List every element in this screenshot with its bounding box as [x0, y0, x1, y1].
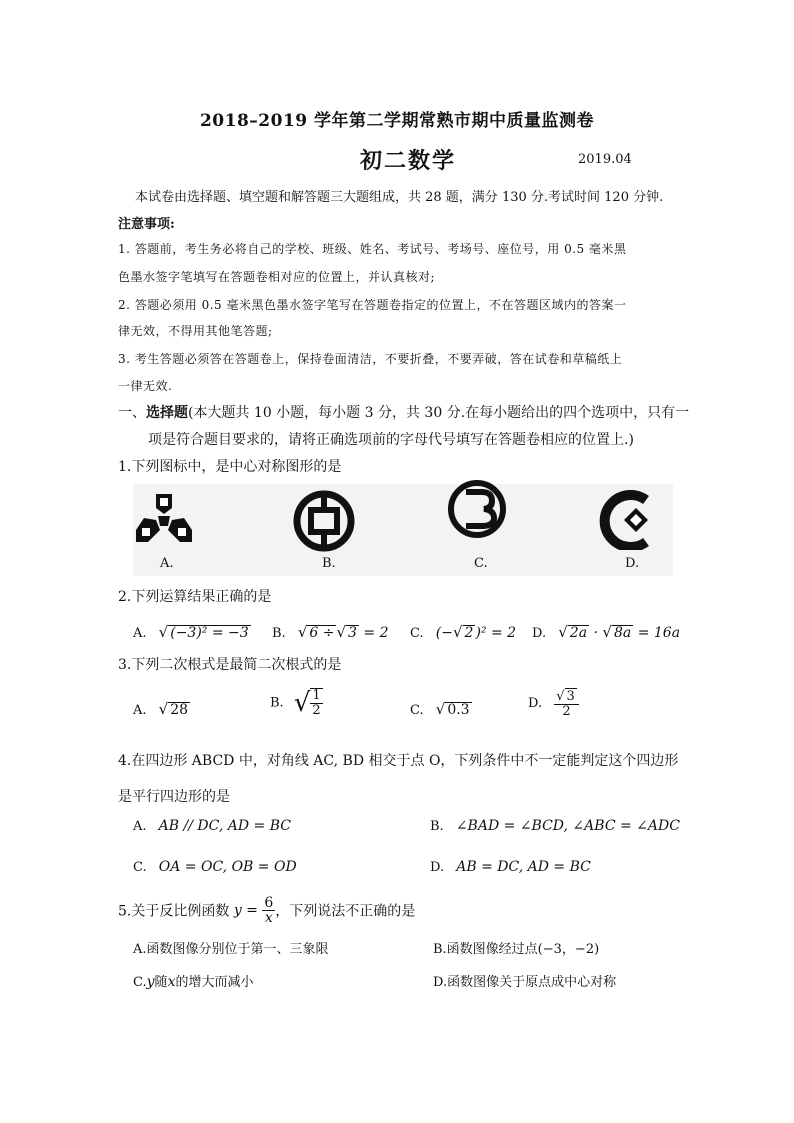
q5-fraction: $\frac{6}{x}$ — [264, 895, 274, 926]
section-name: 选择题 — [146, 405, 188, 421]
q4-stem-line1: 4.在四边形 ABCD 中，对角线 AC, BD 相交于点 O，下列条件中不一定能判定这个四边形 — [118, 753, 679, 769]
exam-date: 2019.04 — [578, 152, 632, 167]
q2-option-b-label: B. — [272, 626, 286, 641]
q2-b-radicand2: 3 — [348, 625, 357, 641]
q1-option-c-icon — [446, 478, 508, 540]
q1-option-a-label: A. — [160, 556, 174, 571]
q3-option-d-label: D. — [528, 696, 543, 711]
q5-stem — [118, 896, 415, 925]
q3-option-a: A. √ 28 — [133, 700, 189, 718]
q3-option-b-label: B. — [270, 695, 284, 711]
q4-option-c-label: C. — [133, 860, 147, 875]
note-line: 色墨水签字笔填写在答题卷相对应的位置上，并认真核对; — [118, 270, 436, 284]
q1-option-c-label: C. — [474, 556, 488, 571]
q2-stem: 2.下列运算结果正确的是 — [118, 589, 272, 605]
note-line: 2. 答题必须用 0.5 毫米黑色墨水签字笔写在答题卷指定的位置上，不在答题区域内的答案一 — [118, 298, 627, 312]
q4-option-c-expr: OA = OC, OB = OD — [158, 859, 297, 875]
q5-c-post: 的增大而减小 — [175, 975, 254, 990]
q2-option-b: B. √ 6 ÷√ 3 = 2 — [272, 623, 389, 641]
q1-option-b-label: B. — [322, 556, 336, 571]
q5-option-c — [133, 971, 253, 990]
q1-option-a-icon — [132, 490, 196, 550]
q5-option-a: A.函数图像分别位于第一、三象限 — [133, 942, 329, 957]
note-line: 一律无效. — [118, 379, 173, 393]
q3-stem: 3.下列二次根式是最简二次根式的是 — [118, 657, 342, 673]
q5-stem-pre: 5.关于反比例函数 — [118, 903, 230, 920]
q5-stem-post: ，下列说法不正确的是 — [275, 903, 416, 920]
q3-c-radicand: 0.3 — [447, 702, 470, 718]
q2-b-radicand1: 6 ÷ — [309, 625, 335, 641]
q1-stem: 1.下列图标中，是中心对称图形的是 — [118, 459, 342, 475]
q5-option-d: D.函数图像关于原点成中心对称 — [433, 975, 617, 990]
q4-option-b-expr: ∠BAD = ∠BCD, ∠ABC = ∠ADC — [455, 818, 680, 834]
section-number: 一、 — [118, 405, 146, 421]
exam-title: 2018–2019 学年第二学期常熟市期中质量监测卷 — [199, 111, 595, 131]
q1-option-b-icon — [293, 490, 355, 552]
notes-heading: 注意事项: — [118, 217, 175, 232]
q2-option-c: C. (−√ 2 )² = 2 — [410, 623, 517, 641]
q2-option-d-label: D. — [532, 626, 547, 641]
note-line: 3. 考生答题必须答在答题卷上，保持卷面清洁，不要折叠，不要弄破，答在试卷和草稿纸上 — [118, 352, 623, 366]
q2-a-radicand: (−3)² = −3 — [170, 625, 249, 641]
q4-option-a-label: A. — [133, 819, 147, 834]
q3-option-a-label: A. — [133, 703, 147, 718]
q2-d-radicand1: 2a — [569, 625, 588, 641]
q1-option-d-icon — [598, 490, 662, 550]
q2-option-a: A. √ (−3)² = −3 — [133, 623, 249, 641]
q5-y-equals: y = — [233, 902, 258, 919]
exam-subject: 初二数学 — [360, 148, 457, 174]
q2-option-d: D. √ 2a · √ 8a = 16a — [532, 623, 681, 641]
q5-option-c-label: C. — [133, 975, 147, 990]
q4-option-d — [430, 859, 591, 875]
q4-option-b-label: B. — [430, 819, 444, 834]
q3-b-fraction: $\frac{1}{2}$ — [312, 688, 321, 718]
section-desc: (本大题共 10 小题，每小题 3 分，共 30 分.在每小题给出的四个选项中，只有一 — [188, 405, 690, 421]
q1-figure-band — [133, 484, 673, 576]
section-desc-line2: 项是符合题目要求的，请将正确选项前的字母代号填写在答题卷相应的位置上.) — [148, 432, 634, 448]
q3-option-d — [528, 688, 579, 719]
q3-d-fraction: $\frac{√ 3}{2}$ — [554, 688, 579, 719]
q1-option-d-label: D. — [625, 556, 640, 571]
q5-var-x: x — [167, 974, 176, 990]
q2-d-radicand2: 8a — [613, 625, 632, 641]
q4-option-a — [133, 818, 291, 834]
q4-option-a-expr: AB // DC, AD = BC — [158, 818, 291, 834]
section-heading — [118, 402, 689, 422]
q4-option-d-expr: AB = DC, AD = BC — [456, 859, 591, 875]
q4-option-d-label: D. — [430, 860, 445, 875]
note-line: 律无效，不得用其他笔答题; — [118, 324, 273, 338]
q5-option-b: B.函数图像经过点(−3，−2) — [433, 942, 600, 957]
q5-var-y: y — [146, 974, 155, 990]
q3-option-c-label: C. — [410, 703, 424, 718]
q3-a-radicand: 28 — [170, 702, 189, 718]
q3-option-b: B. √ $\frac{1}{2}$ — [270, 688, 321, 718]
q2-c-radicand: 2 — [464, 625, 474, 641]
q4-option-c — [133, 859, 297, 875]
q2-option-c-label: C. — [410, 626, 424, 641]
note-line: 1. 答题前，考生务必将自己的学校、班级、姓名、考试号、考场号、座位号，用 0.5 毫米黑 — [118, 242, 627, 256]
q4-stem-line2: 是平行四边形的是 — [118, 789, 230, 805]
q3-option-c: C. √ 0.3 — [410, 700, 470, 718]
q4-option-b — [430, 818, 680, 834]
exam-intro: 本试卷由选择题、填空题和解答题三大题组成，共 28 题，满分 130 分.考试时间 120 分钟. — [135, 190, 664, 205]
q5-c-mid: 随 — [154, 975, 168, 990]
q2-option-a-label: A. — [133, 626, 147, 641]
